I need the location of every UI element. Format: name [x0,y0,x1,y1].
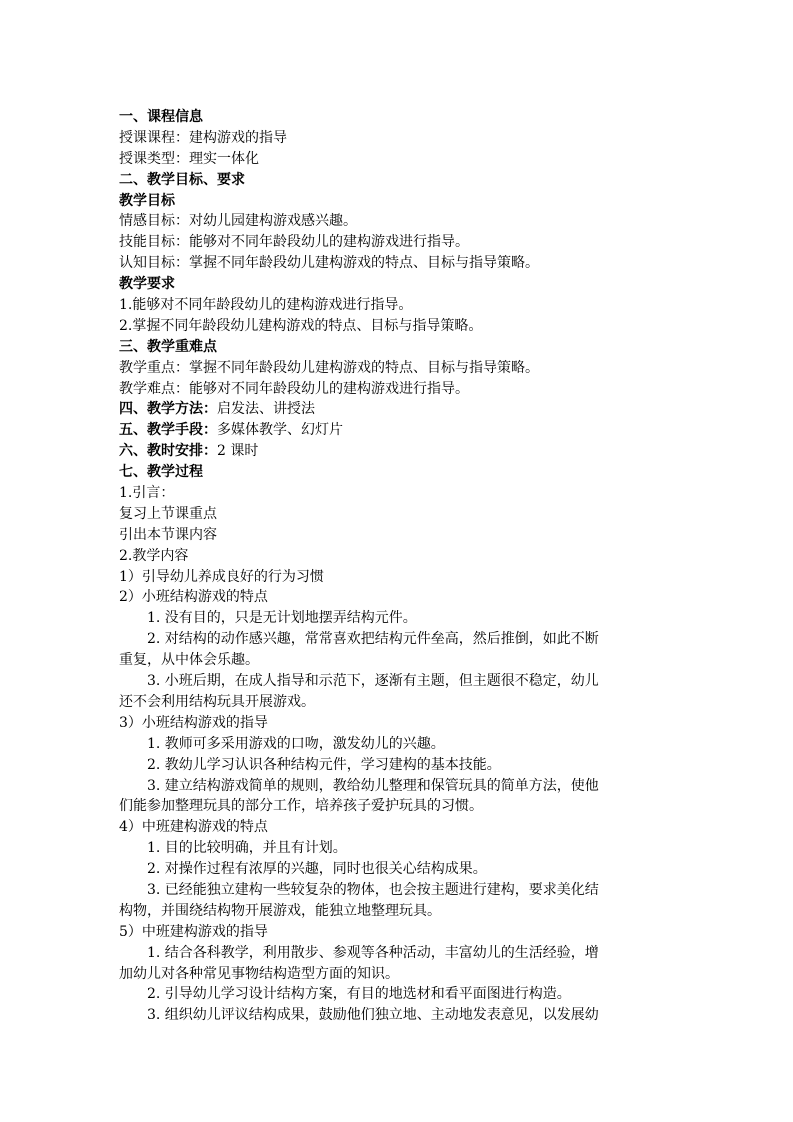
class-hours [119,441,675,462]
class-hours-label: 六、教时安排： [119,443,217,460]
subheading-goals: 教学目标 [119,192,175,209]
key-point: 教学重点：掌握不同年龄段幼儿建构游戏的特点、目标与指导策略。 [119,359,539,376]
goal-cognitive: 认知目标：掌握不同年龄段幼儿建构游戏的特点、目标与指导策略。 [119,255,539,272]
teaching-methods-label: 四、教学方法： [119,401,217,418]
process-content: 2.教学内容 [119,547,189,564]
process-intro: 1.引言： [119,485,175,502]
content-item-5-point-1a: 1. 结合各科教学，利用散步、参观等各种活动，丰富幼儿的生活经验，增 [147,944,599,961]
content-item-4-point-1: 1. 目的比较明确，并且有计划。 [147,840,347,857]
goal-emotion: 情感目标：对幼儿园建构游戏感兴趣。 [119,213,357,230]
teaching-means [119,420,675,441]
content-item-4-point-3b: 构物，并围绕结构物开展游戏，能独立地整理玩具。 [119,902,441,919]
course-name: 授课课程：建构游戏的指导 [119,129,287,146]
content-item-2-point-1: 1. 没有目的，只是无计划地摆弄结构元件。 [147,610,417,627]
section-heading-key-points: 三、教学重难点 [119,338,217,355]
teaching-means-value: 多媒体教学、幻灯片 [217,422,343,439]
content-item-5: 5）中班建构游戏的指导 [119,923,268,940]
process-lead: 引出本节课内容 [119,526,217,543]
teaching-methods [119,399,675,420]
content-item-2-point-3a: 3. 小班后期，在成人指导和示范下，逐渐有主题，但主题很不稳定，幼儿 [147,673,599,690]
content-item-5-point-1b: 加幼儿对各种常见事物结构造型方面的知识。 [119,965,399,982]
section-heading-process: 七、教学过程 [119,464,203,481]
course-type: 授课类型：理实一体化 [119,150,259,167]
content-item-2-point-3b: 还不会利用结构玩具开展游戏。 [119,693,315,710]
content-item-3-point-1: 1. 教师可多采用游戏的口吻，激发幼儿的兴趣。 [147,735,445,752]
goal-skill: 技能目标：能够对不同年龄段幼儿的建构游戏进行指导。 [119,234,469,251]
content-item-2-point-2a: 2. 对结构的动作感兴趣，常常喜欢把结构元件垒高，然后推倒，如此不断 [147,631,599,648]
content-item-3: 3）小班结构游戏的指导 [119,714,268,731]
content-item-4: 4）中班建构游戏的特点 [119,819,268,836]
teaching-methods-value: 启发法、讲授法 [217,401,315,418]
process-review: 复习上节课重点 [119,505,217,522]
section-heading-goals-requirements: 二、教学目标、要求 [119,171,245,188]
content-item-3-point-3b: 们能参加整理玩具的部分工作，培养孩子爱护玩具的习惯。 [119,798,483,815]
content-item-3-point-2: 2. 教幼儿学习认识各种结构元件，学习建构的基本技能。 [147,756,501,773]
teaching-means-label: 五、教学手段： [119,422,217,439]
class-hours-value: 2 课时 [217,443,259,460]
content-item-4-point-2: 2. 对操作过程有浓厚的兴趣，同时也很关心结构成果。 [147,861,487,878]
content-item-3-point-3a: 3. 建立结构游戏简单的规则，教给幼儿整理和保管玩具的简单方法，使他 [147,777,599,794]
difficulty-point: 教学难点：能够对不同年龄段幼儿的建构游戏进行指导。 [119,380,469,397]
content-item-2: 2）小班结构游戏的特点 [119,589,268,606]
content-item-1: 1）引导幼儿养成良好的行为习惯 [119,568,324,585]
content-item-5-point-3a: 3. 组织幼儿评议结构成果，鼓励他们独立地、主动地发表意见，以发展幼 [147,1007,599,1024]
requirement-2: 2.掌握不同年龄段幼儿建构游戏的特点、目标与指导策略。 [119,317,483,334]
document-body [119,107,675,1026]
content-item-5-point-2: 2. 引导幼儿学习设计结构方案，有目的地选材和看平面图进行构造。 [147,986,571,1003]
requirement-1: 1.能够对不同年龄段幼儿的建构游戏进行指导。 [119,297,413,314]
content-item-2-point-2b: 重复，从中体会乐趣。 [119,652,259,669]
subheading-requirements: 教学要求 [119,276,175,293]
content-item-4-point-3a: 3. 已经能独立建构一些较复杂的物体，也会按主题进行建构，要求美化结 [147,881,599,898]
section-heading-course-info: 一、课程信息 [119,109,203,125]
